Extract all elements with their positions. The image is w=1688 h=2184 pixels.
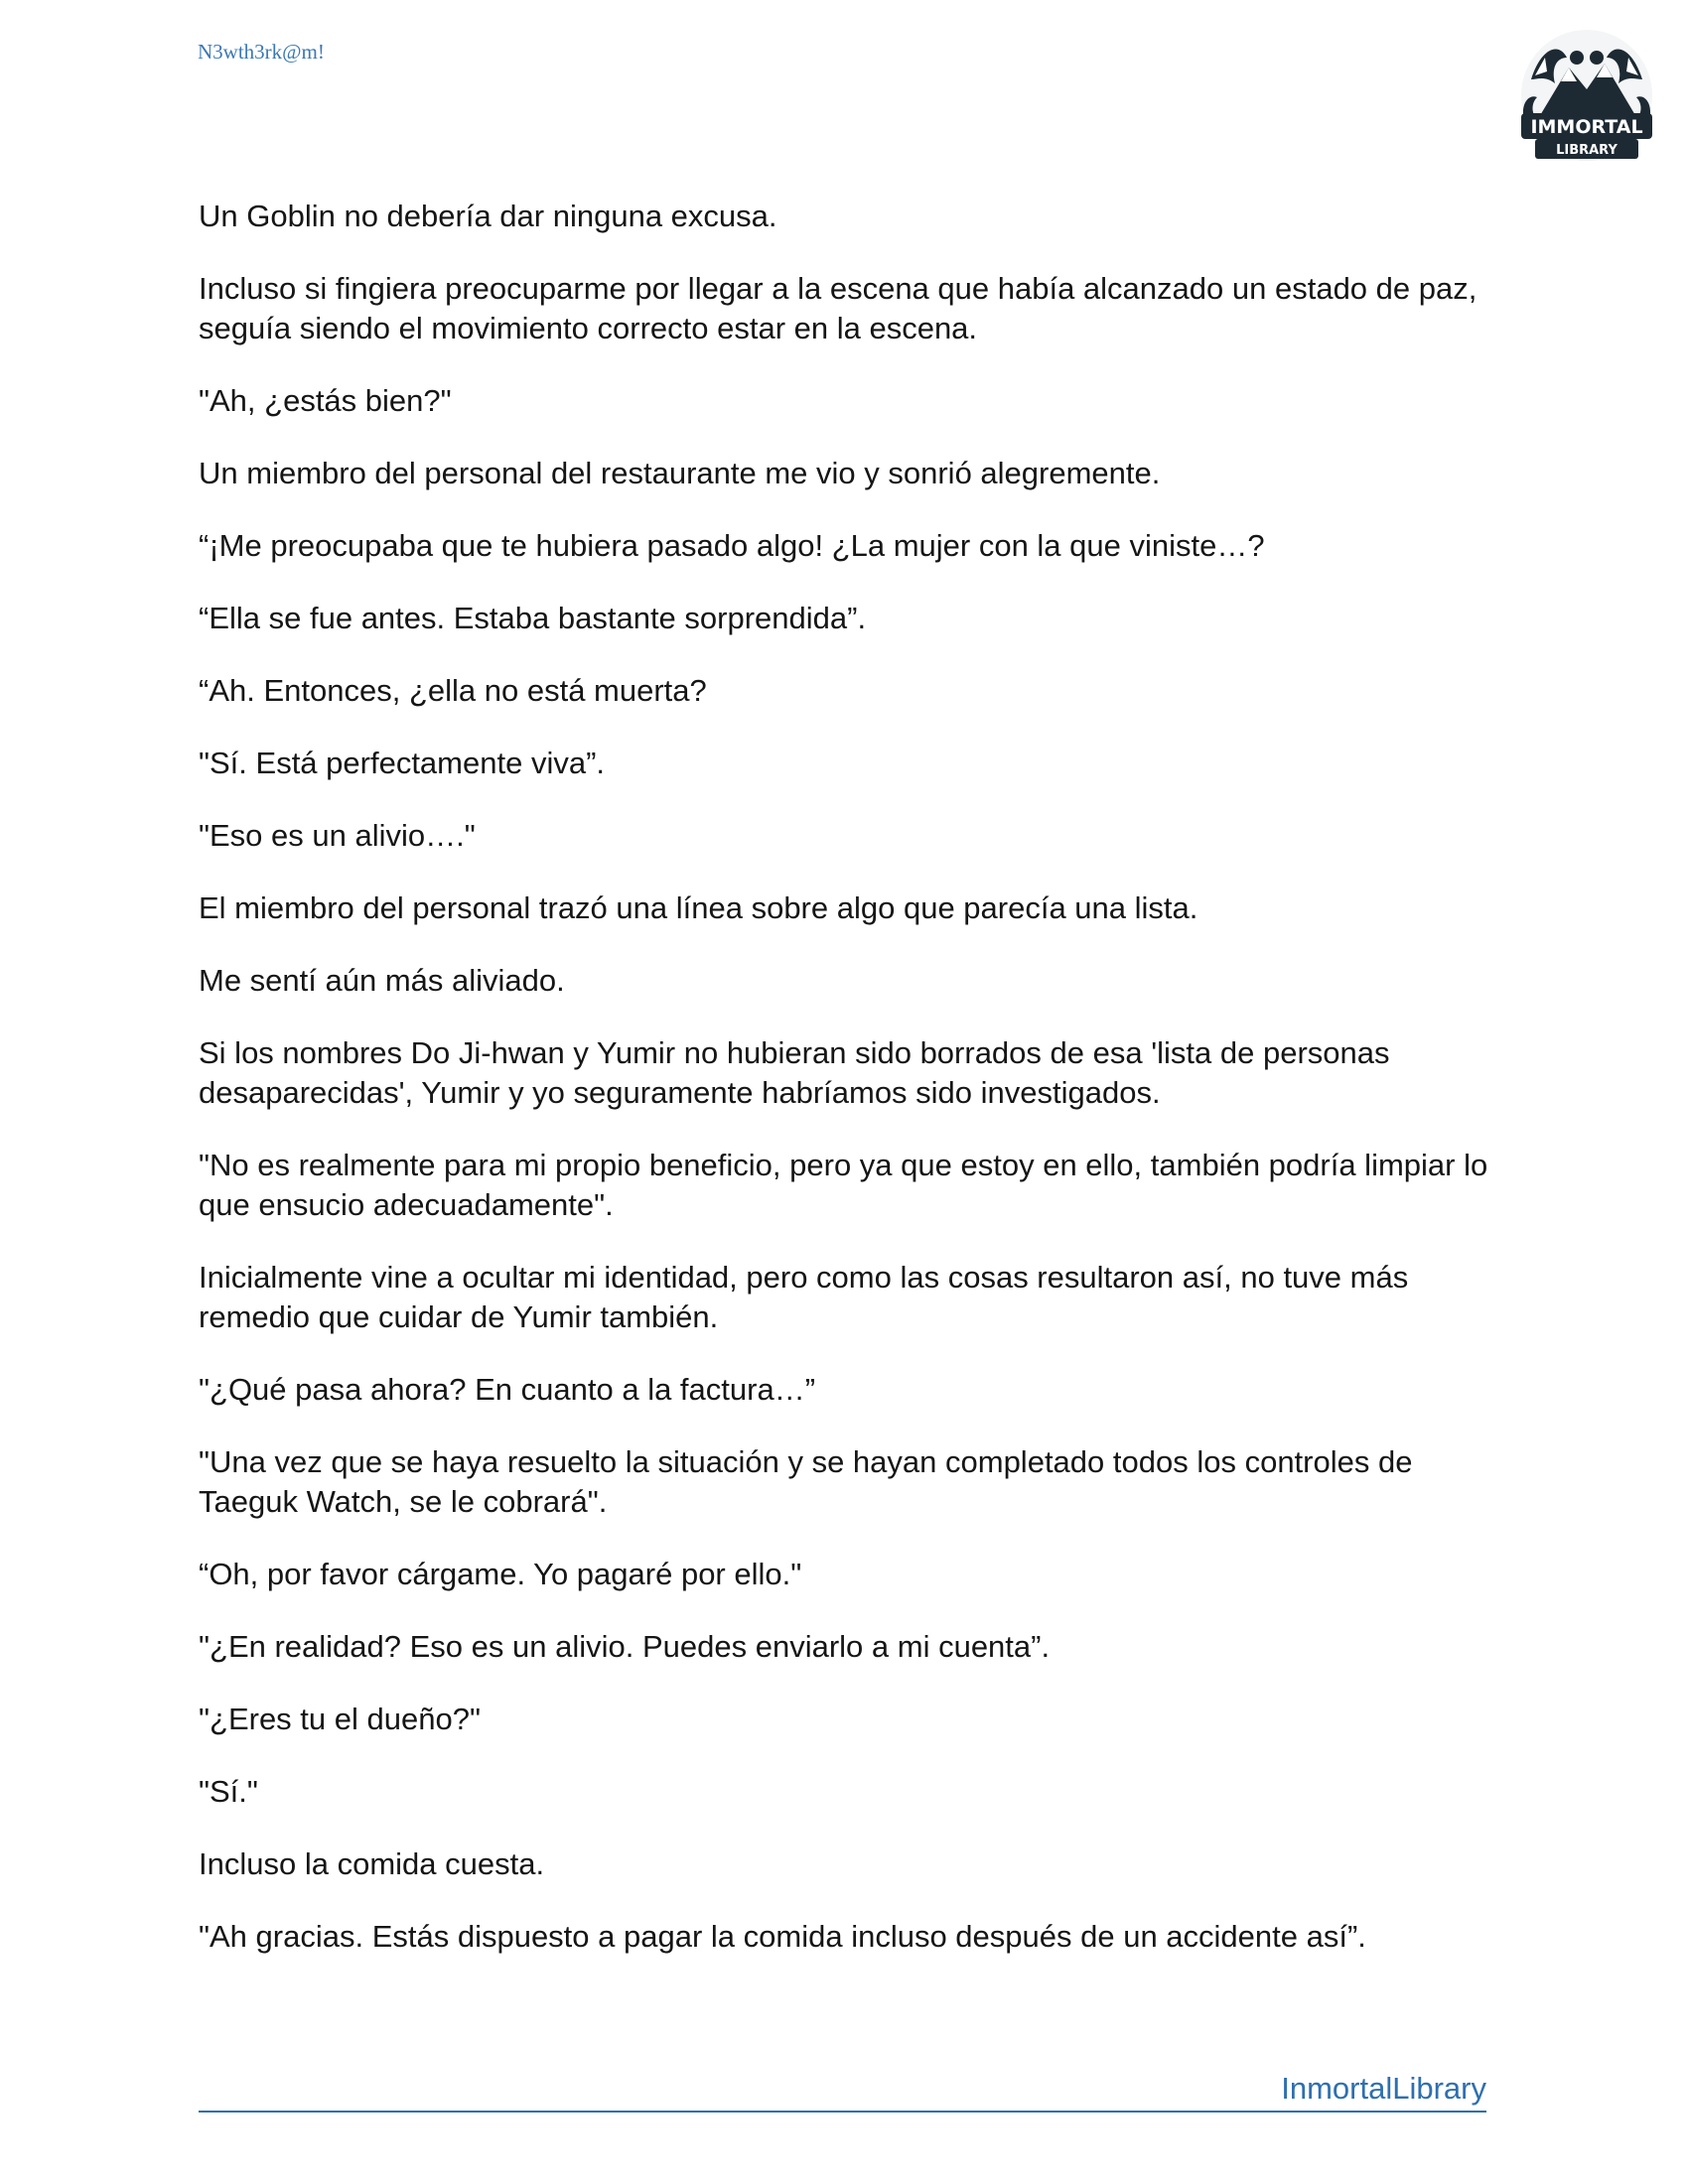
paragraph: "Eso es un alivio…." bbox=[199, 818, 476, 853]
paragraph: “¡Me preocupaba que te hubiera pasado algo! ¿La mujer con la que viniste…? bbox=[199, 528, 1265, 563]
paragraph: El miembro del personal trazó una línea sobre algo que parecía una lista. bbox=[199, 890, 1198, 925]
immortal-library-logo bbox=[1511, 28, 1662, 167]
logo-line2: LIBRARY bbox=[1556, 143, 1618, 158]
paragraph: Inicialmente vine a ocultar mi identidad, pero como las cosas resultaron así, no tuve más remedio que cuidar de Yumir también. bbox=[199, 1260, 1409, 1334]
paragraph: “Ah. Entonces, ¿ella no está muerta? bbox=[199, 673, 707, 708]
paragraph: Me sentí aún más aliviado. bbox=[199, 963, 565, 998]
logo-line1: IMMORTAL bbox=[1530, 116, 1643, 138]
paragraph: Un miembro del personal del restaurante me vio y sonrió alegremente. bbox=[199, 456, 1161, 490]
paragraph: “Oh, por favor cárgame. Yo pagaré por ello." bbox=[199, 1557, 802, 1591]
paragraph: "Ah, ¿estás bien?" bbox=[199, 383, 452, 418]
paragraph: "No es realmente para mi propio beneficio, pero ya que estoy en ello, también podría limpiar lo que ensucio adecuadamente". bbox=[199, 1148, 1488, 1222]
paragraph: Un Goblin no debería dar ninguna excusa. bbox=[199, 199, 777, 233]
header-watermark: N3wth3rk@m! bbox=[198, 40, 325, 64]
paragraph: Incluso si fingiera preocuparme por llegar a la escena que había alcanzado un estado de paz, seguía siendo el movimiento correcto estar en la escena. bbox=[199, 271, 1477, 345]
paragraph: "¿Qué pasa ahora? En cuanto a la factura…” bbox=[199, 1372, 816, 1407]
footer bbox=[199, 2071, 1486, 2113]
paragraph: "Una vez que se haya resuelto la situación y se hayan completado todos los controles de Taeguk Watch, se le cobrará". bbox=[199, 1444, 1413, 1519]
document-body bbox=[199, 197, 1489, 1989]
paragraph: "Sí." bbox=[199, 1774, 258, 1809]
paragraph: "Ah gracias. Estás dispuesto a pagar la comida incluso después de un accidente así”. bbox=[199, 1919, 1366, 1954]
paragraph: Incluso la comida cuesta. bbox=[199, 1846, 545, 1881]
paragraph: “Ella se fue antes. Estaba bastante sorprendida”. bbox=[199, 601, 867, 635]
paragraph: Si los nombres Do Ji-hwan y Yumir no hubieran sido borrados de esa 'lista de personas desaparecidas', Yumir y yo seguramente habríamos sido investigados. bbox=[199, 1035, 1390, 1110]
footer-link[interactable]: InmortalLibrary bbox=[1281, 2071, 1486, 2106]
paragraph: "¿Eres tu el dueño?" bbox=[199, 1702, 481, 1736]
paragraph: "Sí. Está perfectamente viva”. bbox=[199, 746, 606, 780]
dragon-crest-icon bbox=[1511, 28, 1662, 167]
paragraph: "¿En realidad? Eso es un alivio. Puedes enviarlo a mi cuenta”. bbox=[199, 1629, 1051, 1664]
